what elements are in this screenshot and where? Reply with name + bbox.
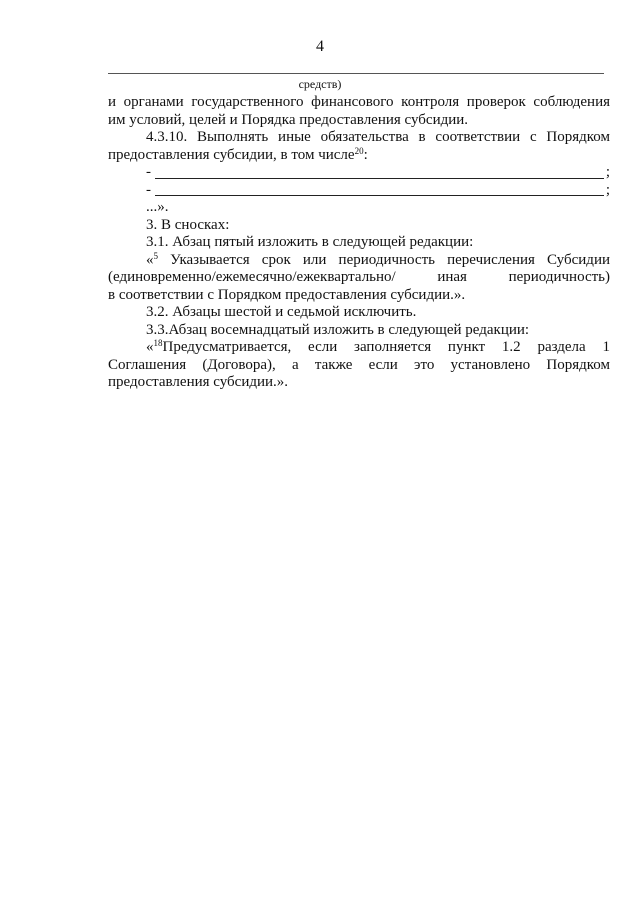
top-fragment: средств) (298, 77, 342, 91)
paragraph-text: : (363, 146, 368, 163)
paragraph-text: Предусматривается, если заполняется пункт 1.2 раздела 1 (162, 339, 610, 355)
paragraph-line (108, 147, 610, 165)
paragraph-line: 3.1. Абзац пятый изложить в следующей редакции: (146, 234, 474, 250)
paragraph-line: 3. В сносках: (146, 216, 230, 233)
paragraph-line: им условий, целей и Порядка предоставления субсидии. (108, 111, 469, 128)
underline-blank (155, 178, 604, 179)
quote-open: « (146, 339, 154, 355)
paragraph-line: Соглашения (Договора), а также если это установлено Порядком (108, 356, 610, 373)
paragraph-line: (единовременно/ежемесячно/ежеквартально/ иная периодичность) (108, 269, 610, 285)
semicolon: ; (605, 181, 610, 198)
dash: - (146, 164, 151, 180)
dash: - (146, 181, 151, 198)
paragraph-text: предоставления субсидии, в том числе (108, 146, 355, 163)
paragraph-line: 3.2. Абзацы шестой и седьмой исключить. (146, 304, 417, 320)
paragraph-line: 3.3.Абзац восемнадцатый изложить в следующей редакции: (146, 321, 530, 338)
document-body (108, 94, 610, 392)
blank-fill-line (108, 164, 610, 182)
paragraph-line: 4.3.10. Выполнять иные обязательства в соответствии с Порядком (146, 129, 610, 145)
quote-open: « (146, 251, 154, 268)
footnote-ref: 18 (153, 338, 163, 348)
paragraph-line: ...». (146, 199, 169, 215)
footnote-ref: 20 (354, 145, 364, 156)
footnote-ref: 5 (153, 250, 158, 261)
separator-rule (108, 73, 604, 74)
page-number: 4 (316, 38, 324, 55)
paragraph-line (108, 339, 610, 357)
paragraph-line (108, 252, 610, 270)
paragraph-text: Указывается срок или периодичность перечисления Субсидии (170, 251, 610, 268)
blank-fill-line (108, 182, 610, 200)
paragraph-line: в соответствии с Порядком предоставления субсидии.». (108, 286, 466, 303)
semicolon: ; (605, 164, 610, 180)
underline-blank (155, 195, 604, 196)
paragraph-line: и органами государственного финансового контроля проверок соблюдения (108, 94, 610, 110)
paragraph-line: предоставления субсидии.». (108, 374, 289, 390)
